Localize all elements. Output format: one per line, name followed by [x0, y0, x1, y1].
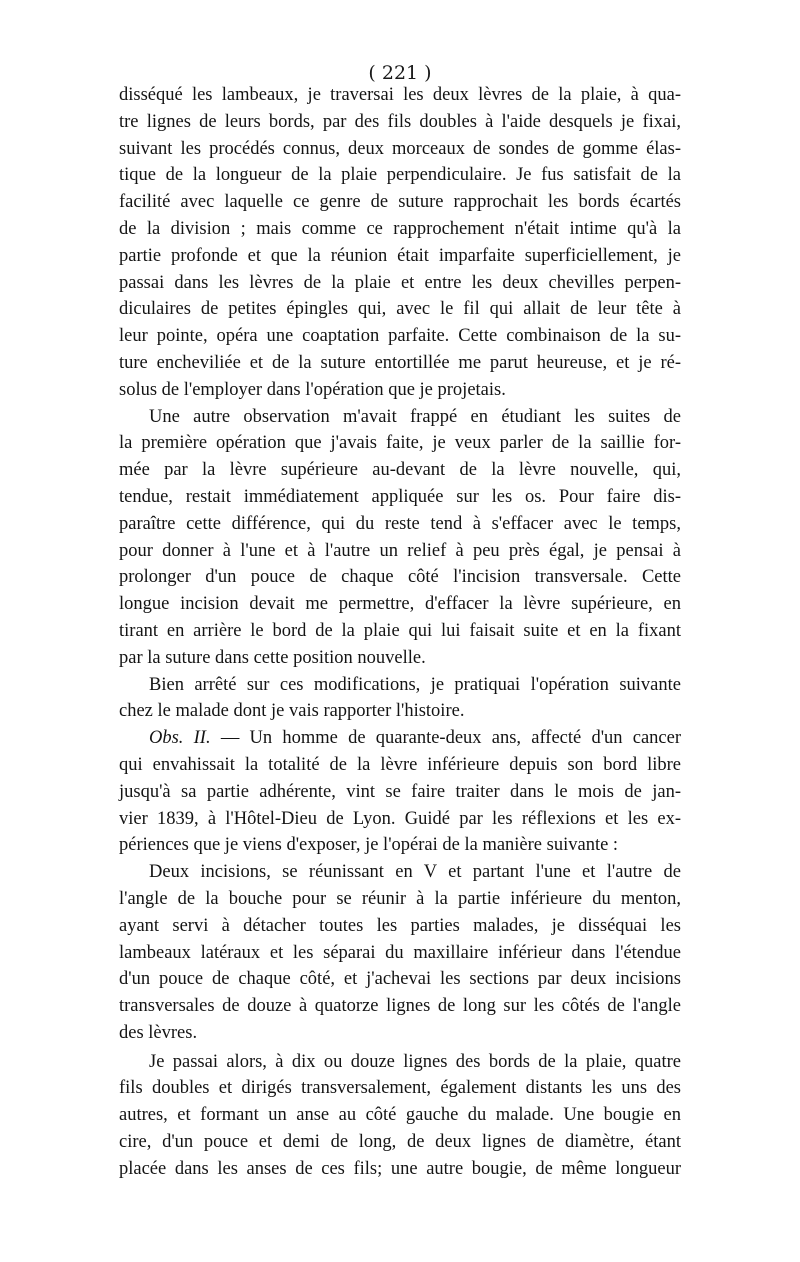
text-line: pour donner à l'une et à l'autre un relief à peu près égal, je pensai à — [119, 540, 681, 561]
text-line: diculaires de petites épingles qui, avec le fil qui allait de leur tête à — [119, 299, 681, 320]
text-line: ayant servi à détacher toutes les parties malades, je disséquai les — [119, 915, 681, 936]
text-line: la première opération que j'avais faite, je veux parler de la saillie for- — [119, 433, 681, 454]
text-span: — Un homme de quarante-deux ans, affecté d'un cancer — [210, 728, 682, 749]
text-line: Bien arrêté sur ces modifications, je pratiquai l'opération suivante — [149, 674, 681, 695]
text-line — [119, 725, 681, 752]
text-line: autres, et formant un anse au côté gauche du malade. Une bougie en — [119, 1105, 681, 1126]
text-line: qui envahissait la totalité de la lèvre inférieure depuis son bord libre — [119, 754, 681, 775]
paragraph — [119, 82, 681, 404]
text-line: cire, d'un pouce et demi de long, de deux lignes de diamètre, étant — [119, 1132, 681, 1153]
text-line: lambeaux latéraux et les séparai du maxillaire inférieur dans l'étendue — [119, 942, 681, 963]
text-line: tique de la longueur de la plaie perpendiculaire. Je fus satisfait de la — [119, 165, 681, 186]
text-line: par la suture dans cette position nouvelle. — [119, 647, 426, 668]
text-line: tirant en arrière le bord de la plaie qui lui faisait suite et en la fixant — [119, 620, 681, 641]
observation-label: Obs. II. — [149, 728, 211, 749]
text-line: des lèvres. — [119, 1022, 198, 1043]
body-text — [119, 82, 681, 1183]
text-line: placée dans les anses de ces fils; une autre bougie, de même longueur — [119, 1158, 681, 1179]
text-line: partie profonde et que la réunion était imparfaite superficiellement, je — [119, 245, 681, 266]
text-line: solus de l'employer dans l'opération que je projetais. — [119, 379, 506, 400]
text-line: ture encheviliée et de la suture entortillée me parut heureuse, et je ré- — [119, 352, 681, 373]
paragraph — [119, 1049, 681, 1183]
text-line: disséqué les lambeaux, je traversai les deux lèvres de la plaie, à qua- — [119, 85, 681, 105]
text-line: chez le malade dont je vais rapporter l'histoire. — [119, 701, 465, 722]
text-line: transversales de douze à quatorze lignes de long sur les côtés de l'angle — [119, 996, 681, 1017]
text-line: fils doubles et dirigés transversalement, également distants les uns des — [119, 1078, 681, 1099]
text-line: longue incision devait me permettre, d'effacer la lèvre supérieure, en — [119, 594, 681, 615]
text-line: prolonger d'un pouce de chaque côté l'incision transversale. Cette — [119, 567, 681, 588]
text-line: facilité avec laquelle ce genre de suture rapprochait les bords écartés — [119, 192, 681, 213]
text-line: jusqu'à sa partie adhérente, vint se faire traiter dans le mois de jan- — [119, 781, 681, 802]
text-line: Deux incisions, se réunissant en V et partant l'une et l'autre de — [149, 862, 681, 883]
text-line: tendue, restait immédiatement appliquée sur les os. Pour faire dis- — [119, 486, 681, 507]
paragraph — [119, 859, 681, 1047]
page-number: ( 221 ) — [368, 62, 432, 84]
text-line: de la division ; mais comme ce rapprochement n'était intime qu'à la — [119, 218, 681, 239]
text-line: Une autre observation m'avait frappé en étudiant les suites de — [149, 406, 681, 427]
text-line: vier 1839, à l'Hôtel-Dieu de Lyon. Guidé par les réflexions et les ex- — [119, 808, 681, 829]
text-line: paraître cette différence, qui du reste tend à s'effacer avec le temps, — [119, 513, 681, 534]
text-line: Je passai alors, à dix ou douze lignes des bords de la plaie, quatre — [149, 1051, 681, 1072]
text-line: périences que je viens d'exposer, je l'opérai de la manière suivante : — [119, 835, 619, 856]
text-line: passai dans les lèvres de la plaie et entre les deux chevilles perpen- — [119, 272, 681, 293]
text-line: tre lignes de leurs bords, par des fils doubles à l'aide desquels je fixai, — [119, 111, 681, 132]
text-line: suivant les procédés connus, deux morceaux de sondes de gomme élas- — [119, 138, 681, 159]
text-line: d'un pouce de chaque côté, et j'achevai les sections par deux incisions — [119, 969, 681, 990]
text-line: l'angle de la bouche pour se réunir à la partie inférieure du menton, — [119, 888, 681, 909]
observation-paragraph — [119, 725, 681, 859]
text-line: leur pointe, opéra une coaptation parfaite. Cette combinaison de la su- — [119, 326, 681, 347]
paragraph — [119, 672, 681, 726]
paragraph — [119, 404, 681, 672]
text-line: mée par la lèvre supérieure au-devant de la lèvre nouvelle, qui, — [119, 460, 681, 481]
